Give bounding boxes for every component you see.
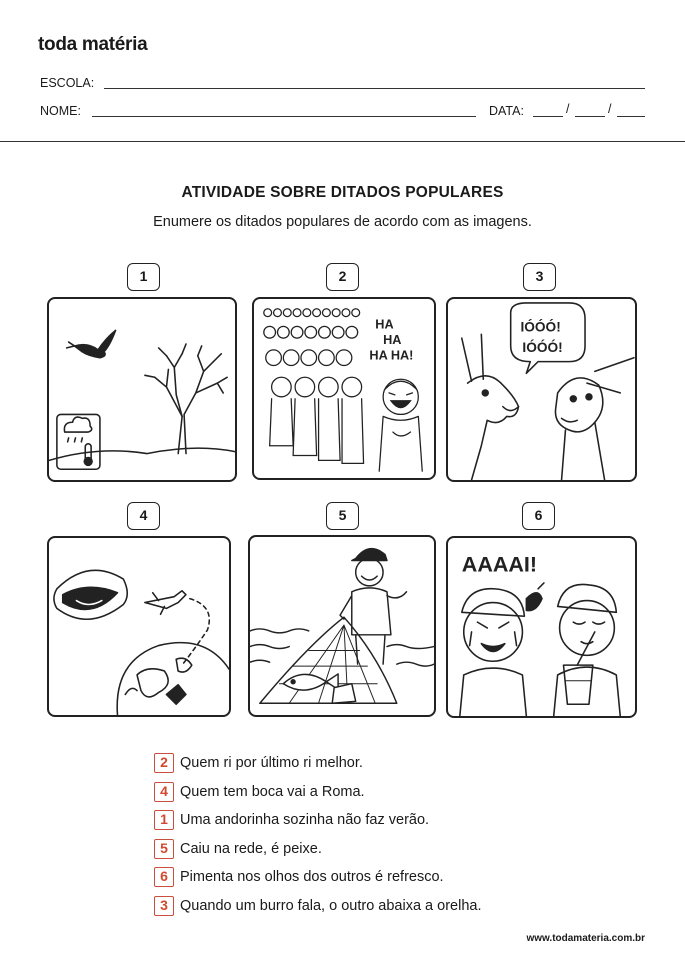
panel-3-talking-donkeys-icon bbox=[446, 297, 637, 482]
brand-logo: toda matéria bbox=[38, 34, 148, 55]
panel-number-6: 6 bbox=[522, 502, 555, 530]
saying-text: Caiu na rede, é peixe. bbox=[180, 840, 322, 857]
panel-6-pepper-crying-boys-icon bbox=[446, 536, 637, 718]
school-label: ESCOLA: bbox=[40, 76, 95, 90]
saying-text: Quem ri por último ri melhor. bbox=[180, 755, 363, 772]
saying-text: Quem tem boca vai a Roma. bbox=[180, 783, 365, 800]
saying-item bbox=[154, 892, 481, 921]
date-year-field[interactable] bbox=[617, 116, 645, 117]
answer-badge[interactable]: 3 bbox=[154, 896, 174, 916]
panel-5-fisherman-net-icon bbox=[248, 535, 436, 717]
saying-item bbox=[154, 835, 481, 864]
saying-item bbox=[154, 863, 481, 892]
panel-number-3: 3 bbox=[523, 263, 556, 291]
panel-number-1: 1 bbox=[127, 263, 160, 291]
saying-text: Quando um burro fala, o outro abaixa a orelha. bbox=[180, 897, 482, 914]
footer-url[interactable]: www.todamateria.com.br bbox=[526, 933, 645, 944]
answer-badge[interactable]: 4 bbox=[154, 782, 174, 802]
date-separator: / bbox=[608, 102, 612, 116]
speech-ioo-1: IÓÓÓ! bbox=[520, 319, 561, 335]
activity-title: ATIVIDADE SOBRE DITADOS POPULARES bbox=[181, 184, 504, 201]
saying-item bbox=[154, 778, 481, 807]
speech-ha-2: HA bbox=[383, 331, 402, 347]
school-field[interactable] bbox=[104, 88, 645, 89]
activity-instruction: Enumere os ditados populares de acordo com as imagens. bbox=[153, 214, 532, 230]
date-label: DATA: bbox=[489, 104, 524, 118]
answer-badge[interactable]: 2 bbox=[154, 753, 174, 773]
answer-badge[interactable]: 6 bbox=[154, 867, 174, 887]
answer-badge[interactable]: 5 bbox=[154, 839, 174, 859]
panel-number-4: 4 bbox=[127, 502, 160, 530]
saying-text: Pimenta nos olhos dos outros é refresco. bbox=[180, 869, 444, 886]
panel-number-2: 2 bbox=[326, 263, 359, 291]
name-field[interactable] bbox=[92, 116, 476, 117]
speech-aaaai: AAAAI! bbox=[461, 552, 538, 577]
date-day-field[interactable] bbox=[533, 116, 563, 117]
speech-ha-1: HA bbox=[375, 316, 394, 332]
speech-ioo-2: IÓÓÓ! bbox=[522, 339, 563, 355]
saying-text: Uma andorinha sozinha não faz verão. bbox=[180, 812, 430, 829]
sayings-list bbox=[154, 749, 481, 920]
saying-item bbox=[154, 806, 481, 835]
date-separator: / bbox=[566, 102, 570, 116]
saying-item bbox=[154, 749, 481, 778]
worksheet-header bbox=[0, 0, 685, 142]
name-label: NOME: bbox=[40, 104, 81, 118]
panel-1-swallow-bare-tree-icon bbox=[47, 297, 237, 482]
panel-2-laughing-line-icon bbox=[252, 297, 436, 480]
date-month-field[interactable] bbox=[575, 116, 605, 117]
answer-badge[interactable]: 1 bbox=[154, 810, 174, 830]
panel-4-mouth-globe-plane-icon bbox=[47, 536, 231, 717]
speech-ha-3: HA HA! bbox=[369, 347, 414, 363]
panel-number-5: 5 bbox=[326, 502, 359, 530]
